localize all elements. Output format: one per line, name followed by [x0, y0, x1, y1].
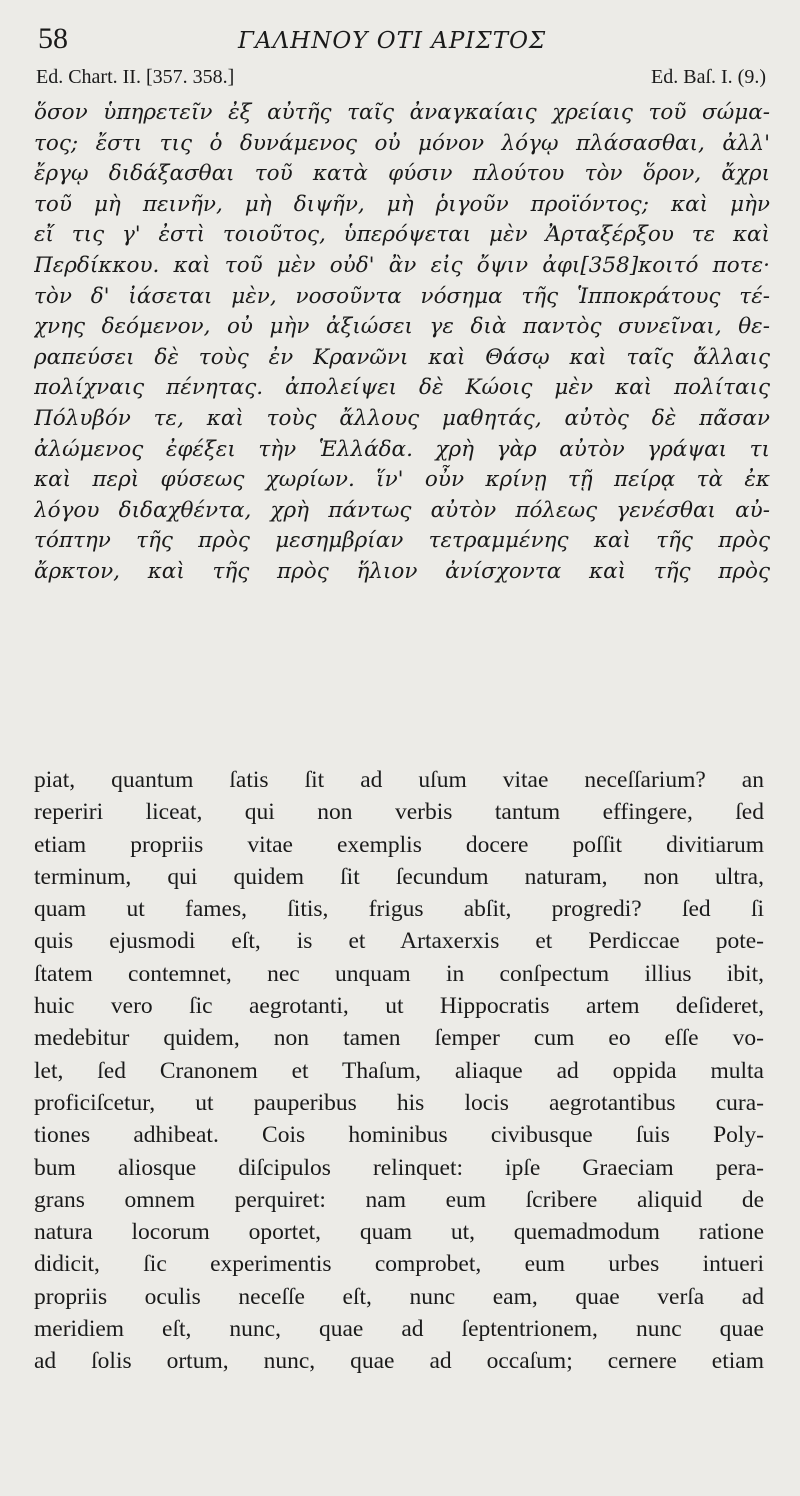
greek-text-line: ὅσον ὑπηρετεῖν ἐξ αὐτῆς ταῖς ἀναγκαίαις χρείαις τοῦ σώμα- — [34, 100, 770, 125]
latin-text-line: grans omnem perquiret: nam eum ſcribere aliquid de — [34, 1186, 764, 1213]
latin-text-line: reperiri liceat, qui non verbis tantum effingere, ſed — [34, 799, 764, 826]
latin-text-line: meridiem eſt, nunc, quae ad ſeptentrionem, nunc quae — [34, 1316, 764, 1343]
greek-text-block — [34, 98, 770, 588]
greek-text-line: πολίχναις πένητας. ἀπολείψει δὲ Κώοις μὲν καὶ πολίταις — [34, 375, 770, 401]
latin-text-line: quam ut fames, ſitis, frigus abſit, progredi? ſed ſi — [34, 896, 764, 923]
latin-text-line: ſtatem contemnet, nec unquam in conſpectum illius ibit, — [34, 960, 764, 987]
edition-reference-basel: Ed. Baſ. I. (9.) — [651, 66, 766, 88]
greek-text-line: ἀλώμενος ἐφέξει τὴν Ἑλλάδα. χρὴ γὰρ αὐτὸν γράψαι τι — [34, 436, 770, 462]
greek-text-line: ραπεύσει δὲ τοὺς ἐν Κρανῶνι καὶ Θάσῳ καὶ ταῖς ἄλλαις — [34, 344, 770, 370]
latin-text-line: propriis oculis neceſſe eſt, nunc eam, quae verſa ad — [34, 1283, 764, 1310]
greek-text-line: χνης δεόμενον, οὐ μὴν ἀξιώσει γε διὰ παντὸς συνεῖναι, θε- — [34, 314, 770, 340]
latin-text-line: tiones adhibeat. Cois hominibus civibusque ſuis Poly- — [34, 1122, 764, 1149]
greek-text-line: εἴ τις γ' ἐστὶ τοιοῦτος, ὑπερόψεται μὲν Ἀρταξέρξου τε καὶ — [34, 222, 770, 248]
edition-reference-row — [36, 66, 766, 94]
greek-text-line: καὶ περὶ φύσεως χωρίων. ἵν' οὖν κρίνῃ τῇ πείρᾳ τὰ ἐκ — [34, 467, 770, 493]
greek-text-line: Πόλυβόν τε, καὶ τοὺς ἄλλους μαθητάς, αὐτὸς δὲ πᾶσαν — [34, 405, 770, 431]
latin-text-line: piat, quantum ſatis ſit ad uſum vitae neceſſarium? an — [34, 767, 764, 793]
greek-text-line: ἄρκτον, καὶ τῆς πρὸς ἥλιον ἀνίσχοντα καὶ τῆς πρὸς — [34, 558, 770, 584]
latin-text-line: quis ejusmodi eſt, is et Artaxerxis et Perdiccae pote- — [34, 928, 764, 955]
latin-text-line: ad ſolis ortum, nunc, quae ad occaſum; cernere etiam — [34, 1348, 764, 1375]
latin-text-line: terminum, qui quidem ſit ſecundum naturam, non ultra, — [34, 863, 764, 890]
greek-text-line: ἔργῳ διδάξασθαι τοῦ κατὰ φύσιν πλούτου τὸν ὅρον, ἄχρι — [34, 161, 770, 187]
latin-text-line: let, ſed Cranonem et Thaſum, aliaque ad oppida multa — [34, 1057, 764, 1084]
page-header — [38, 22, 768, 62]
latin-text-block — [34, 764, 764, 1378]
latin-text-line: bum aliosque diſcipulos relinquet: ipſe Graeciam pera- — [34, 1154, 764, 1181]
greek-text-line: τοῦ μὴ πεινῆν, μὴ διψῆν, μὴ ῥιγοῦν προϊόντος; καὶ μὴν — [34, 191, 770, 217]
edition-reference-chart: Ed. Chart. II. [357. 358.] — [36, 66, 235, 88]
latin-text-line: didicit, ſic experimentis comprobet, eum urbes intueri — [34, 1251, 764, 1278]
greek-text-line: Περδίκκου. καὶ τοῦ μὲν οὐδ' ἂν εἰς ὄψιν ἀφι[358]κοιτό ποτε· — [34, 252, 770, 278]
latin-text-line: huic vero ſic aegrotanti, ut Hippocratis artem deſideret, — [34, 993, 764, 1020]
greek-text-line: τόπτην τῆς πρὸς μεσημβρίαν τετραμμένης καὶ τῆς πρὸς — [34, 528, 770, 554]
greek-text-line: τὸν δ' ἰάσεται μὲν, νοσοῦντα νόσημα τῆς Ἱπποκράτους τέ- — [34, 283, 770, 309]
page-number: 58 — [38, 22, 68, 55]
latin-text-line: natura locorum oportet, quam ut, quemadmodum ratione — [34, 1219, 764, 1246]
latin-text-line: medebitur quidem, non tamen ſemper cum eo eſſe vo- — [34, 1025, 764, 1052]
greek-text-line: τος; ἔστι τις ὁ δυνάμενος οὐ μόνον λόγῳ πλάσασθαι, ἀλλ' — [34, 130, 770, 156]
latin-text-line: proficiſcetur, ut pauperibus his locis aegrotantibus cura- — [34, 1089, 764, 1116]
running-head: ΓΑΛΗΝΟΥ ΟΤΙ ΑΡΙΣΤΟΣ — [238, 28, 547, 54]
greek-text-line: λόγου διδαχθέντα, χρὴ πάντως αὐτὸν πόλεως γενέσθαι αὐ- — [34, 497, 770, 523]
latin-text-line: etiam propriis vitae exemplis docere poſſit divitiarum — [34, 831, 764, 858]
